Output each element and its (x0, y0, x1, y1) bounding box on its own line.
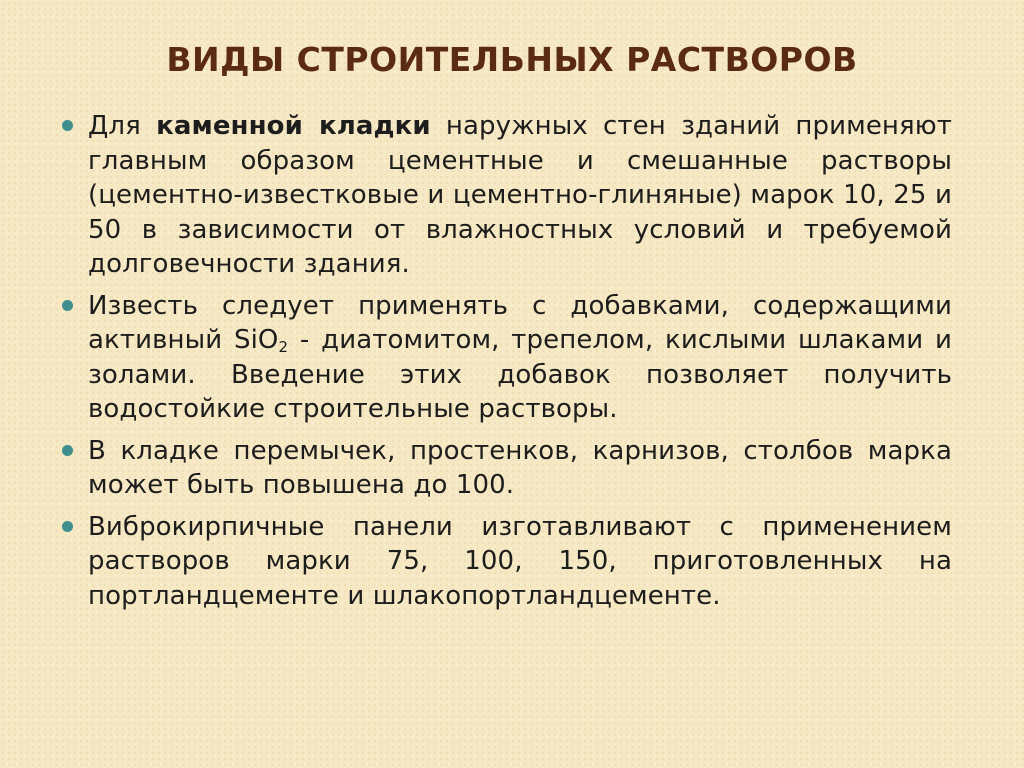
bullet-text-1 (88, 109, 952, 282)
bullet-list (62, 109, 952, 620)
bullet-text-lead: Для (88, 111, 157, 141)
slide-title: ВИДЫ СТРОИТЕЛЬНЫХ РАСТВОРОВ (166, 40, 858, 79)
bullet-text-4: Виброкирпичные панели изготавливают с применением растворов марки 75, 100, 150, приготовленных на портландцементе и шлакопортландцементе. (88, 511, 952, 611)
bullet-dot-icon (62, 445, 73, 456)
bullet-item-3 (62, 434, 952, 503)
bullet-text-lead: Известь следует применять с добавками, содержащими активный SiO (88, 290, 952, 355)
bullet-dot-icon (62, 120, 73, 131)
bullet-dot-icon (62, 521, 73, 532)
bullet-text-rest: - диатомитом, трепелом, кислыми шлаками и золами. Введение этих добавок позволяет получить водостойкие строительные растворы. (88, 325, 952, 424)
bullet-text-3: В кладке перемычек, простенков, карнизов, столбов марка может быть повышена до 100. (88, 435, 952, 500)
bullet-dot-icon (62, 300, 73, 311)
bullet-text-2 (88, 289, 952, 427)
bullet-text-bold: каменной кладки (156, 111, 431, 141)
bullet-item-1 (62, 109, 952, 282)
subscript-two: 2 (278, 338, 289, 356)
bullet-text-rest: наружных стен зданий применяют главным образом цементные и смешанные растворы (цементно-известковые и цементно-глиняные) марок 10, 25 и 50 в зависимости от влажностных условий и требуемой долговечности здания. (88, 111, 952, 279)
bullet-item-4 (62, 510, 952, 614)
bullet-item-2 (62, 289, 952, 427)
